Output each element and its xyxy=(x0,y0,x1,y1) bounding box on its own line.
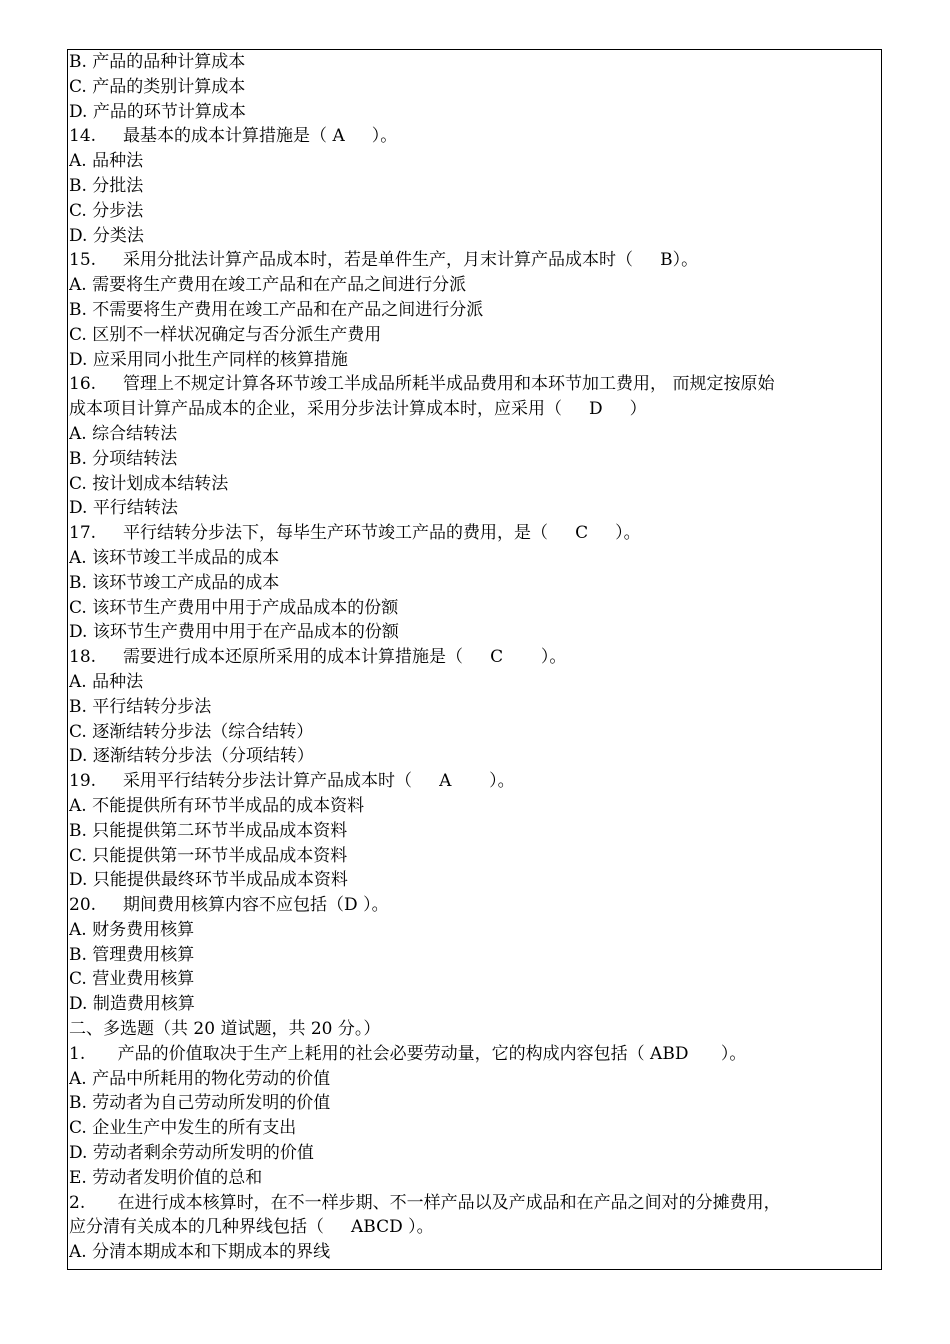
text-line: C. 逐渐结转分步法（综合结转） xyxy=(69,721,314,742)
question-line: 1. 产品的价值取决于生产上耗用的社会必要劳动量，它的构成内容包括（ ABD ）。 xyxy=(69,1043,747,1064)
text-line: A. 品种法 xyxy=(69,671,144,692)
text-line: D. 制造费用核算 xyxy=(69,994,195,1015)
text-line: D. 只能提供最终环节半成品成本资料 xyxy=(69,870,348,891)
text-line: B. 只能提供第二环节半成品成本资料 xyxy=(69,820,348,841)
question-line: 14. 最基本的成本计算措施是（ A ）。 xyxy=(69,126,398,147)
text-line: B. 产品的品种计算成本 xyxy=(69,52,246,72)
document-body xyxy=(69,50,879,1265)
text-line: A. 需要将生产费用在竣工产品和在产品之间进行分派 xyxy=(69,275,467,296)
text-line: A. 不能提供所有环节半成品的成本资料 xyxy=(69,795,365,816)
text-line: C. 只能提供第一环节半成品成本资料 xyxy=(69,845,348,866)
question-line: 应分清有关成本的几种界线包括（ ABCD ）。 xyxy=(69,1217,434,1238)
text-line: A. 该环节竣工半成品的成本 xyxy=(69,547,280,568)
text-line: C. 营业费用核算 xyxy=(69,969,195,990)
question-line: 成本项目计算产品成本的企业，采用分步法计算成本时，应采用（ D ） xyxy=(69,399,647,420)
text-line: A. 产品中所耗用的物化劳动的价值 xyxy=(69,1068,331,1089)
text-line: D. 该环节生产费用中用于在产品成本的份额 xyxy=(69,622,399,643)
question-line: 15. 采用分批法计算产品成本时，若是单件生产，月末计算产品成本时（ B）。 xyxy=(69,250,699,271)
question-line: 18. 需要进行成本还原所采用的成本计算措施是（ C ）。 xyxy=(69,647,567,668)
text-line: E. 劳动者发明价值的总和 xyxy=(69,1167,263,1188)
text-line: D. 应采用同小批生产同样的核算措施 xyxy=(69,349,348,370)
question-line: 16. 管理上不规定计算各环节竣工半成品所耗半成品费用和本环节加工费用， 而规定按原始 xyxy=(69,374,775,395)
question-line: 19. 采用平行结转分步法计算产品成本时（ A ）。 xyxy=(69,771,515,792)
text-line: A. 分清本期成本和下期成本的界线 xyxy=(69,1242,331,1263)
text-line: C. 分步法 xyxy=(69,200,144,221)
text-line: B. 该环节竣工产成品的成本 xyxy=(69,572,280,593)
text-line: B. 平行结转分步法 xyxy=(69,696,212,717)
text-line: C. 区别不一样状况确定与否分派生产费用 xyxy=(69,324,382,345)
text-line: A. 品种法 xyxy=(69,151,144,172)
text-line: A. 综合结转法 xyxy=(69,423,178,444)
text-line: B. 劳动者为自己劳动所发明的价值 xyxy=(69,1093,331,1114)
question-line: 20. 期间费用核算内容不应包括（D ）。 xyxy=(69,895,389,916)
text-line: B. 分批法 xyxy=(69,175,144,196)
text-line: C. 企业生产中发生的所有支出 xyxy=(69,1118,297,1139)
text-line: D. 分类法 xyxy=(69,225,144,246)
text-line: C. 该环节生产费用中用于产成品成本的份额 xyxy=(69,597,399,618)
section-heading: 二、多选题（共 20 道试题，共 20 分。） xyxy=(69,1019,381,1040)
text-line: A. 财务费用核算 xyxy=(69,919,195,940)
question-line: 2. 在进行成本核算时，在不一样步期、不一样产品以及产成品和在产品之间对的分摊费用， xyxy=(69,1192,781,1213)
text-line: C. 产品的类别计算成本 xyxy=(69,76,246,97)
text-line: B. 不需要将生产费用在竣工产品和在产品之间进行分派 xyxy=(69,299,484,320)
text-line: D. 劳动者剩余劳动所发明的价值 xyxy=(69,1143,314,1164)
question-line: 17. 平行结转分步法下，每毕生产环节竣工产品的费用，是（ C ）。 xyxy=(69,523,641,544)
text-line: D. 平行结转法 xyxy=(69,498,178,519)
text-line: C. 按计划成本结转法 xyxy=(69,473,229,494)
text-line: D. 产品的环节计算成本 xyxy=(69,101,246,122)
text-line: B. 管理费用核算 xyxy=(69,944,195,965)
text-line: D. 逐渐结转分步法（分项结转） xyxy=(69,746,314,767)
text-line: B. 分项结转法 xyxy=(69,448,178,469)
